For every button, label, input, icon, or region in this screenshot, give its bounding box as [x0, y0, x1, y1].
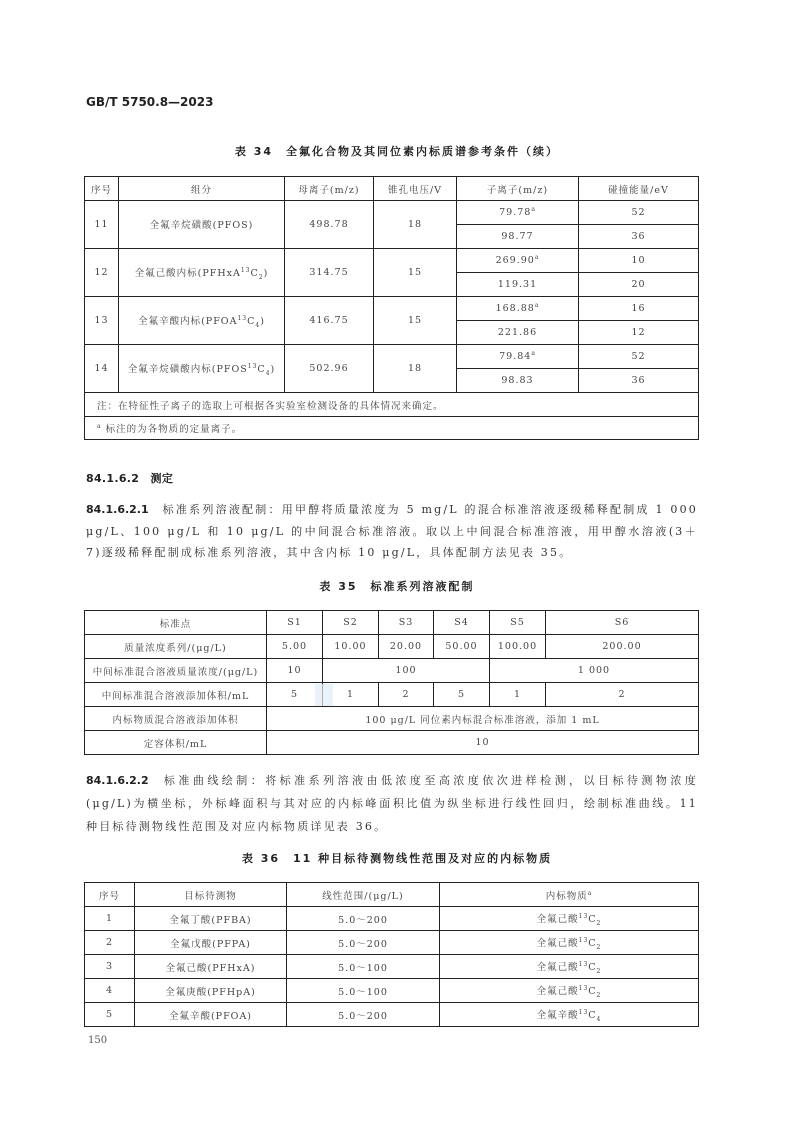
product-ion-value: 119.31 — [497, 279, 538, 291]
table-row — [85, 635, 699, 659]
compound-name — [119, 345, 285, 393]
compound-name — [119, 249, 285, 297]
section-heading — [86, 470, 173, 486]
isotope-superscript: 13 — [578, 960, 589, 968]
collision-energy: 36 — [579, 225, 699, 249]
product-ion-value: 221.86 — [497, 327, 538, 339]
element-symbol: C — [588, 1009, 597, 1021]
table-row — [85, 345, 699, 369]
table-row — [85, 297, 699, 321]
clause-text: 标准系列溶液配制：用甲醇将质量浓度为 5 mg/L 的混合标准溶液逐级稀释配制成 1 000 μg/L、100 μg/L 和 10 μg/L 的中间混合标准溶液。取以上中间混合标准溶液，用甲醇水溶液(3＋7)逐级稀释配制成标准系列溶液，其中含内标 10 μg/L，具体配制方法见表 35。 — [86, 503, 698, 559]
standard-point: S6 — [546, 611, 699, 635]
table-note — [85, 393, 699, 417]
element-symbol: C — [257, 363, 266, 375]
standard-point: S5 — [490, 611, 546, 635]
collision-energy: 52 — [579, 345, 699, 369]
added-volume: 5 — [267, 683, 323, 707]
section-title: 测定 — [150, 472, 174, 485]
table-row — [85, 955, 699, 979]
isotope-superscript: 13 — [237, 314, 248, 322]
analyte-name: 全氟戊酸(PFPA) — [135, 931, 287, 955]
column-header-text: 内标物质 — [545, 890, 588, 902]
analyte-name: 全氟辛酸(PFOA) — [135, 1003, 287, 1027]
atom-count-subscript: 4 — [255, 321, 261, 329]
concentration-value: 10.00 — [323, 635, 379, 659]
intermediate-concentration: 1 000 — [490, 659, 699, 683]
collision-energy: 52 — [579, 201, 699, 225]
standard-point: S3 — [379, 611, 434, 635]
collision-energy: 12 — [579, 321, 699, 345]
table35-title: 表 35 标准系列溶液配制 — [319, 580, 475, 593]
row-label: 中间标准混合溶液添加体积/mL — [85, 683, 267, 707]
row-number: 3 — [85, 955, 135, 979]
internal-standard — [440, 955, 699, 979]
added-volume: 1 — [490, 683, 546, 707]
element-symbol: C — [588, 961, 597, 973]
isotope-superscript: 13 — [578, 936, 589, 944]
clause-number: 84.1.6.2.2 — [86, 774, 149, 787]
footnote-mark: a — [531, 350, 536, 358]
concentration-value: 50.00 — [434, 635, 490, 659]
footnote-mark: a — [587, 889, 593, 897]
clause-text: 标准曲线绘制：将标准系列溶液由低浓度至高浓度依次进样检测，以目标待测物浓度(μg/L)为横坐标，外标峰面积与其对应的内标峰面积比值为纵坐标进行线性回归，绘制标准曲线。11 种目标待测物线性范围及对应内标物质详见表 36。 — [86, 774, 698, 833]
parent-ion: 498.78 — [285, 201, 374, 249]
column-header: 目标待测物 — [135, 883, 287, 907]
isotope-superscript: 13 — [578, 1008, 589, 1016]
column-header: 母离子(m/z) — [285, 177, 374, 201]
atom-count-subscript: 4 — [596, 1015, 602, 1023]
atom-count-subscript: 4 — [265, 369, 271, 377]
internal-standard-name: 全氟己酸 — [536, 985, 579, 997]
product-ion-value: 98.77 — [501, 231, 534, 243]
linear-range: 5.0～200 — [287, 1003, 440, 1027]
table36-title: 表 36 11 种目标待测物线性范围及对应的内标物质 — [241, 852, 553, 865]
element-symbol: C — [588, 985, 597, 997]
cone-voltage: 15 — [374, 297, 457, 345]
product-ion-value: 269.90 — [495, 255, 535, 267]
analyte-name: 全氟己酸(PFHxA) — [135, 955, 287, 979]
table-row — [85, 1003, 699, 1027]
column-header: 序号 — [85, 177, 119, 201]
row-number: 5 — [85, 1003, 135, 1027]
element-symbol: C — [588, 913, 597, 925]
cone-voltage: 15 — [374, 249, 457, 297]
product-ion-value: 168.88 — [495, 303, 535, 315]
standard-point: S4 — [434, 611, 490, 635]
concentration-value: 200.00 — [546, 635, 699, 659]
product-ion — [457, 225, 579, 249]
table-row — [85, 611, 699, 635]
table-row — [85, 931, 699, 955]
note-text: 注：在特征性子离子的选取上可根据各实验室检测设备的具体情况来确定。 — [97, 400, 444, 412]
table-row — [85, 201, 699, 225]
paragraph-84-1-6-2-2 — [86, 769, 698, 838]
closing-paren: ) — [263, 267, 269, 279]
compound-text: 全氟辛烷磺酸内标(PFOS — [127, 363, 248, 375]
table-row — [85, 731, 699, 755]
internal-standard — [440, 907, 699, 931]
product-ion — [457, 297, 579, 321]
product-ion — [457, 345, 579, 369]
isotope-superscript: 13 — [578, 912, 589, 920]
linear-range: 5.0～100 — [287, 955, 440, 979]
footnote-mark: a — [531, 206, 536, 214]
internal-standard — [440, 979, 699, 1003]
table-row — [85, 907, 699, 931]
atom-count-subscript: 2 — [596, 943, 602, 951]
added-volume: 1 — [323, 683, 379, 707]
internal-standard-name: 全氟辛酸 — [536, 1009, 579, 1021]
internal-standard-name: 全氟己酸 — [536, 913, 579, 925]
footnote-mark: a — [534, 254, 540, 262]
concentration-value: 100.00 — [490, 635, 546, 659]
row-label: 质量浓度系列/(μg/L) — [85, 635, 267, 659]
collision-energy: 36 — [579, 369, 699, 393]
isotope-superscript: 13 — [247, 362, 258, 370]
product-ion — [457, 273, 579, 297]
row-number: 13 — [85, 297, 119, 345]
table-row — [85, 683, 699, 707]
parent-ion: 502.96 — [285, 345, 374, 393]
isotope-superscript: 13 — [240, 266, 251, 274]
table-row — [85, 883, 699, 907]
table-row — [85, 659, 699, 683]
compound-text: 全氟辛酸内标(PFOA — [138, 315, 238, 327]
column-header: 碰撞能量/eV — [579, 177, 699, 201]
atom-count-subscript: 2 — [596, 967, 602, 975]
added-volume: 2 — [546, 683, 699, 707]
added-volume: 2 — [379, 683, 434, 707]
column-header: 序号 — [85, 883, 135, 907]
compound-name — [119, 201, 285, 249]
internal-standard-name: 全氟己酸 — [536, 937, 579, 949]
paragraph-84-1-6-2-1 — [86, 499, 698, 564]
product-ion-value: 79.84 — [499, 351, 532, 363]
row-label: 内标物质混合溶液添加体积 — [85, 707, 267, 731]
table-footnote — [85, 417, 699, 440]
collision-energy: 10 — [579, 249, 699, 273]
table-row — [85, 393, 699, 417]
product-ion — [457, 321, 579, 345]
atom-count-subscript: 2 — [596, 919, 602, 927]
product-ion — [457, 249, 579, 273]
linear-range: 5.0～100 — [287, 979, 440, 1003]
table-row — [85, 249, 699, 273]
column-header: 锥孔电压/V — [374, 177, 457, 201]
analyte-name: 全氟庚酸(PFHpA) — [135, 979, 287, 1003]
intermediate-concentration: 100 — [323, 659, 490, 683]
final-volume: 10 — [267, 731, 699, 755]
table-row — [85, 417, 699, 440]
row-number: 14 — [85, 345, 119, 393]
internal-standard-volume: 100 μg/L 同位素内标混合标准溶液，添加 1 mL — [267, 707, 699, 731]
compound-name — [119, 297, 285, 345]
linear-range: 5.0～200 — [287, 931, 440, 955]
element-symbol: C — [247, 315, 256, 327]
row-number: 11 — [85, 201, 119, 249]
section-number: 84.1.6.2 — [86, 472, 140, 485]
cone-voltage: 18 — [374, 201, 457, 249]
footnote-mark: a — [97, 422, 102, 430]
row-number: 12 — [85, 249, 119, 297]
atom-count-subscript: 2 — [596, 991, 602, 999]
collision-energy: 16 — [579, 297, 699, 321]
footnote-mark: a — [534, 302, 540, 310]
product-ion — [457, 369, 579, 393]
atom-count-subscript: 2 — [258, 273, 264, 281]
row-number: 2 — [85, 931, 135, 955]
table35 — [84, 610, 699, 755]
compound-text: 全氟己酸内标(PFHxA — [134, 267, 241, 279]
closing-paren: ) — [270, 363, 276, 375]
parent-ion: 314.75 — [285, 249, 374, 297]
cone-voltage: 18 — [374, 345, 457, 393]
isotope-superscript: 13 — [578, 984, 589, 992]
table-row — [85, 979, 699, 1003]
column-header: 线性范围/(μg/L) — [287, 883, 440, 907]
standard-number-header: GB/T 5750.8—2023 — [86, 95, 214, 109]
parent-ion: 416.75 — [285, 297, 374, 345]
row-label: 定容体积/mL — [85, 731, 267, 755]
standard-point: S1 — [267, 611, 323, 635]
footnote-text: 标注的为各物质的定量离子。 — [101, 424, 243, 435]
linear-range: 5.0～200 — [287, 907, 440, 931]
concentration-value: 5.00 — [267, 635, 323, 659]
table-row — [85, 707, 699, 731]
compound-text: 全氟辛烷磺酸(PFOS) — [149, 219, 254, 231]
clause-number: 84.1.6.2.1 — [86, 503, 149, 516]
column-header: 子离子(m/z) — [457, 177, 579, 201]
concentration-value: 20.00 — [379, 635, 434, 659]
product-ion-value: 98.83 — [501, 375, 534, 387]
product-ion — [457, 201, 579, 225]
closing-paren: ) — [260, 315, 265, 327]
table34-title: 表 34 全氟化合物及其同位素内标质谱参考条件（续） — [234, 145, 560, 158]
element-symbol: C — [250, 267, 259, 279]
element-symbol: C — [588, 937, 597, 949]
internal-standard — [440, 1003, 699, 1027]
internal-standard — [440, 931, 699, 955]
row-label: 标准点 — [85, 611, 267, 635]
column-header — [440, 883, 699, 907]
row-label: 中间标准混合溶液质量浓度/(μg/L) — [85, 659, 267, 683]
row-number: 4 — [85, 979, 135, 1003]
table-row — [85, 177, 699, 201]
collision-energy: 20 — [579, 273, 699, 297]
watermark-logo — [315, 684, 333, 706]
page-number: 150 — [88, 1035, 108, 1046]
column-header: 组分 — [119, 177, 285, 201]
added-volume: 5 — [434, 683, 490, 707]
table36 — [84, 882, 699, 1027]
table34 — [84, 176, 699, 440]
intermediate-concentration: 10 — [267, 659, 323, 683]
standard-point: S2 — [323, 611, 379, 635]
row-number: 1 — [85, 907, 135, 931]
internal-standard-name: 全氟己酸 — [536, 961, 579, 973]
product-ion-value: 79.78 — [499, 207, 532, 219]
analyte-name: 全氟丁酸(PFBA) — [135, 907, 287, 931]
